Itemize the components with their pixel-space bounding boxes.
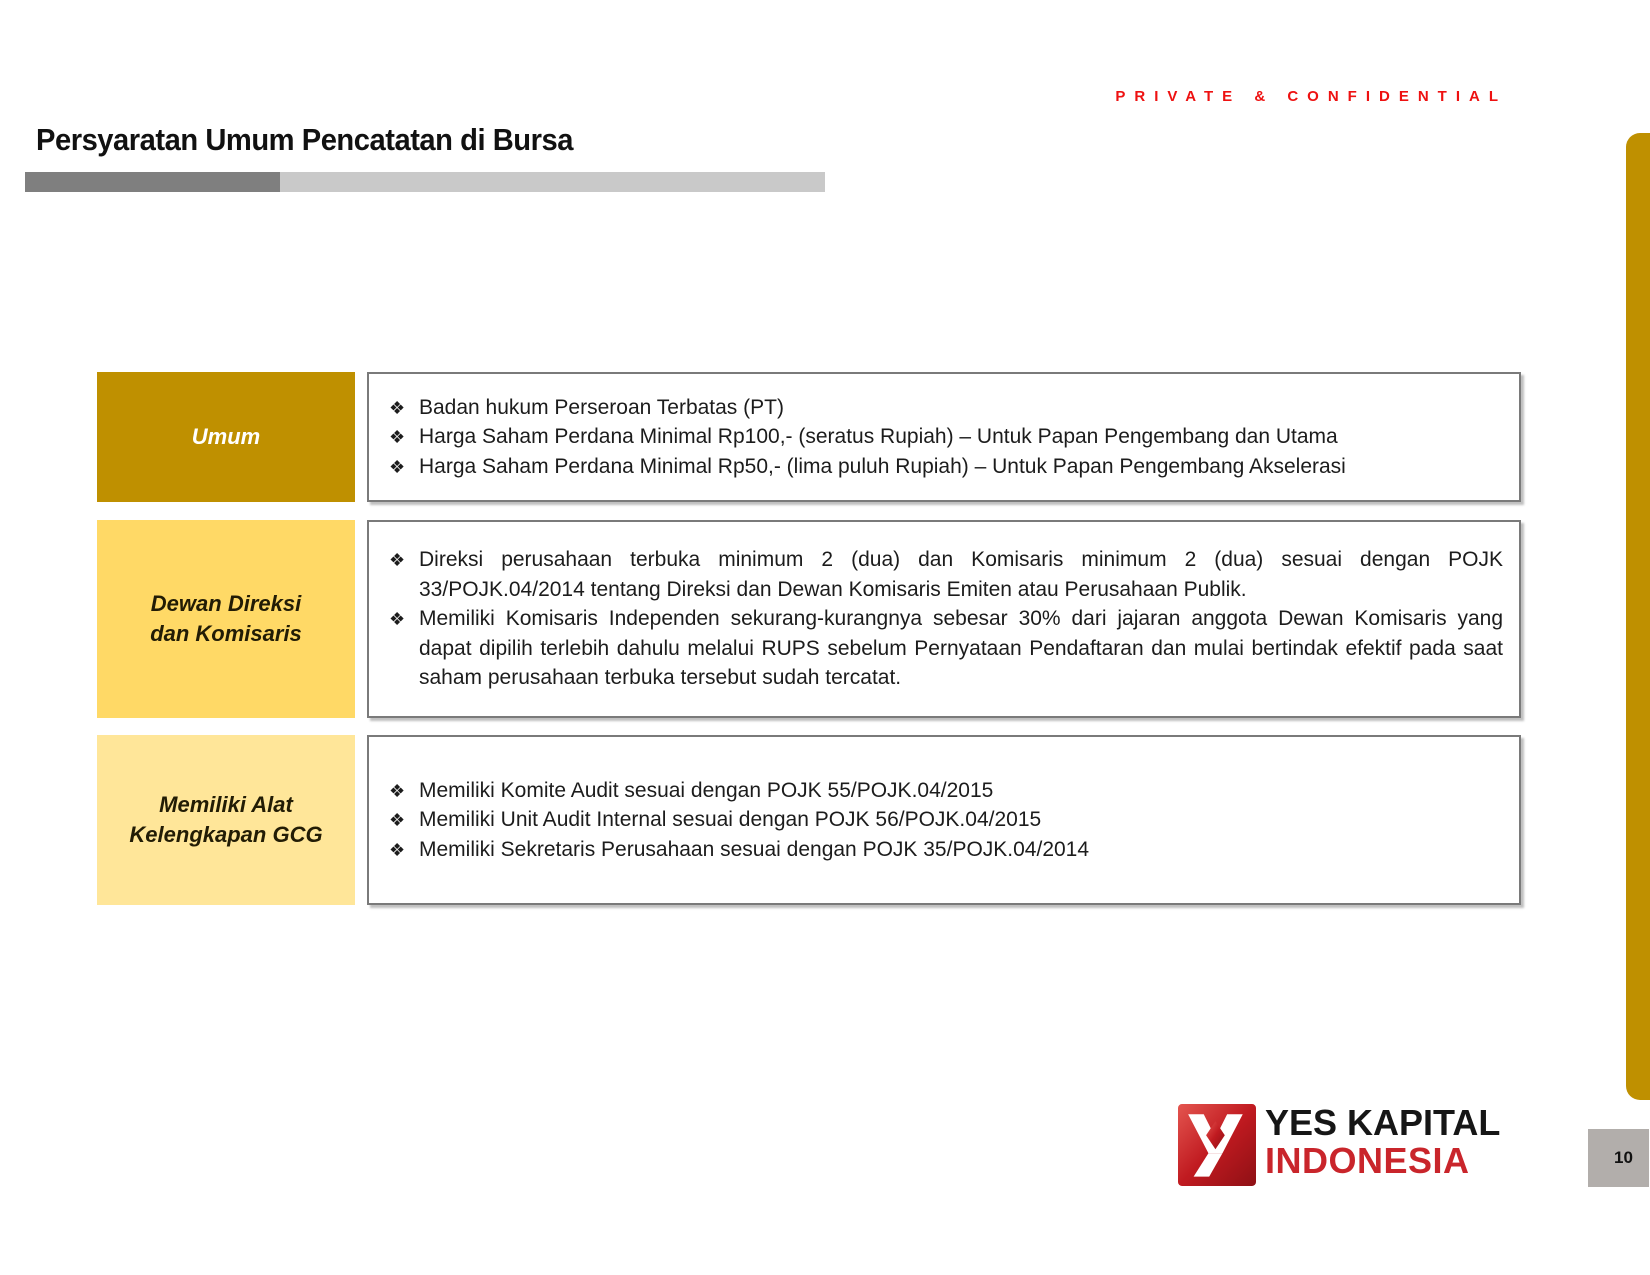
bullet-icon: ❖ (389, 427, 406, 448)
page-number: 10 (1614, 1148, 1633, 1167)
bullet-text: Memiliki Unit Audit Internal sesuai dengan POJK 56/POJK.04/2015 (419, 808, 1042, 832)
bullet-item (389, 422, 1503, 452)
bullet-icon: ❖ (389, 810, 406, 831)
bullet-item (389, 393, 1503, 423)
bullet-item (389, 805, 1503, 835)
requirement-row-gcg (97, 735, 1521, 905)
yes-kapital-logo (1178, 1104, 1500, 1186)
title-underline-bar-dark-segment (25, 172, 280, 192)
row-label-line: Umum (191, 424, 261, 449)
row-label-dewan-direksi (97, 520, 355, 718)
bullet-text: Badan hukum Perseroan Terbatas (PT) (419, 395, 784, 419)
row-content-dewan-direksi (367, 520, 1521, 718)
bullet-icon: ❖ (389, 609, 406, 630)
page-number-badge (1588, 1129, 1649, 1187)
row-label-line: Dewan Direksi (150, 591, 302, 616)
row-label-gcg (97, 735, 355, 905)
requirement-row-dewan-direksi (97, 520, 1521, 718)
logo-text (1265, 1104, 1500, 1179)
right-accent-bar (1626, 133, 1650, 1100)
bullet-text: Harga Saham Perdana Minimal Rp50,- (lima puluh Rupiah) – Untuk Papan Pengembang Akselerasi (419, 454, 1346, 478)
bullet-item (389, 776, 1503, 806)
row-label-line: Kelengkapan GCG (129, 822, 323, 847)
bullet-icon: ❖ (389, 397, 406, 418)
logo-text-line1: YES KAPITAL (1265, 1102, 1501, 1143)
bullet-text: Harga Saham Perdana Minimal Rp100,- (seratus Rupiah) – Untuk Papan Pengembang dan Utama (419, 425, 1338, 449)
bullet-item (389, 452, 1503, 482)
confidential-label: PRIVATE & CONFIDENTIAL (1115, 88, 1507, 105)
title-underline-bar (25, 172, 825, 192)
bullet-item (389, 604, 1503, 693)
bullet-item (389, 545, 1503, 604)
bullet-text: Memiliki Komisaris Independen sekurang-kurangnya sebesar 30% dari jajaran anggota Dewan Komisaris yang dapat dipilih terlebih dahulu melalui RUPS sebelum Pernyataan Pendaftaran dan mulai bertindak efektif pada saat saham perusahaan terbuka tersebut sudah tercatat. (419, 607, 1503, 690)
logo-text-line2: INDONESIA (1265, 1140, 1470, 1181)
requirement-row-umum (97, 372, 1521, 502)
row-content-gcg (367, 735, 1521, 905)
bullet-icon: ❖ (389, 550, 406, 571)
page-title: Persyaratan Umum Pencatatan di Bursa (36, 122, 573, 157)
bullet-icon: ❖ (389, 456, 406, 477)
bullet-text: Direksi perusahaan terbuka minimum 2 (dua) dan Komisaris minimum 2 (dua) sesuai dengan POJK 33/POJK.04/2014 tentang Direksi dan Dewan Komisaris Emiten atau Perusahaan Publik. (419, 548, 1503, 601)
bullet-item (389, 835, 1503, 865)
bullet-text: Memiliki Komite Audit sesuai dengan POJK 55/POJK.04/2015 (419, 778, 994, 802)
yes-kapital-logo-mark-icon (1178, 1104, 1256, 1186)
bullet-text: Memiliki Sekretaris Perusahaan sesuai dengan POJK 35/POJK.04/2014 (419, 837, 1090, 861)
row-content-umum (367, 372, 1521, 502)
bullet-icon: ❖ (389, 780, 406, 801)
row-label-line: Memiliki Alat (159, 792, 293, 817)
row-label-line: dan Komisaris (150, 621, 302, 646)
bullet-icon: ❖ (389, 839, 406, 860)
row-label-umum (97, 372, 355, 502)
